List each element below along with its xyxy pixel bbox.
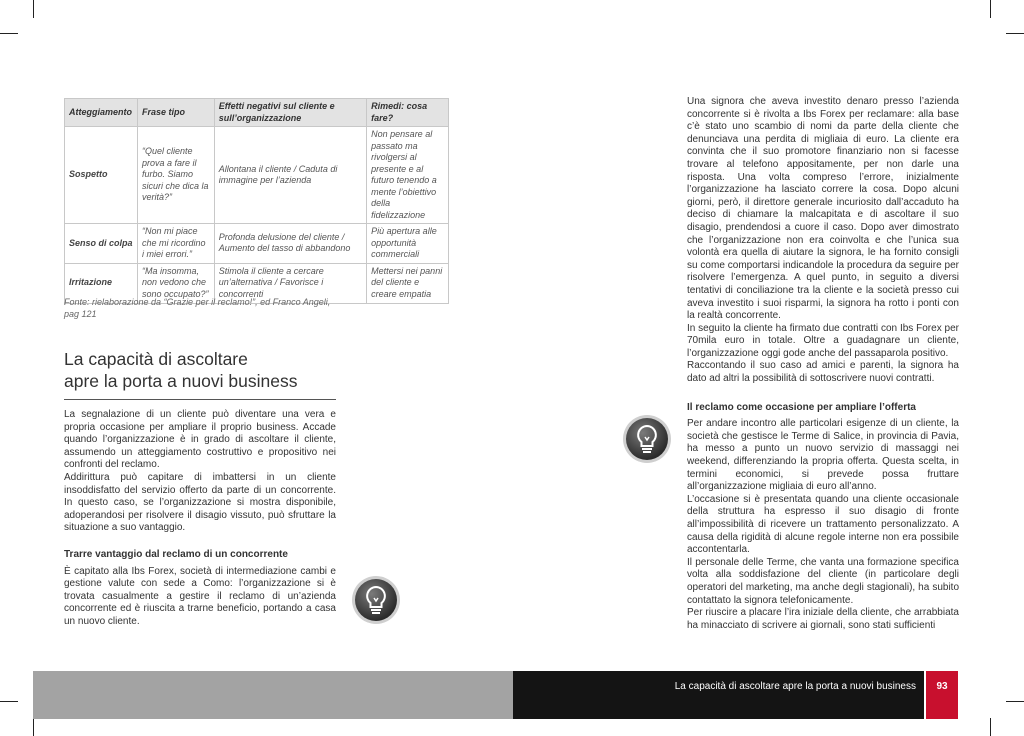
table-cell-phrase: “Ma insomma, non vedono che sono occupato?” (137, 263, 214, 303)
table-cell-attitude: Irritazione (65, 263, 138, 303)
table-cell-phrase: “Quel cliente prova a fare il furbo. Siamo sicuri che dica la verità?” (137, 127, 214, 224)
subheading: Trarre vantaggio dal reclamo di un concorrente (64, 548, 288, 560)
crop-mark (990, 718, 991, 736)
paragraph: Il personale delle Terme, che vanta una formazione specifica volta alla soddisfazione del cliente (in particolare degli operatori del marketing, ma anche degli stagionali), ha subito contattato la signora telefonicamente. (687, 556, 959, 606)
footer-gray-band (33, 671, 513, 719)
table-header-row (65, 99, 449, 127)
paragraph: Raccontando il suo caso ad amici e parenti, la signora ha dato ad altri la possibilità di sottoscrivere nuovi contratti. (687, 360, 959, 385)
crop-mark (0, 33, 18, 34)
crop-mark (1006, 33, 1024, 34)
section-heading (64, 348, 336, 392)
paragraph: Una signora che aveva investito denaro presso l’azienda concorrente si è rivolta a Ibs Forex per reclamare: alla base c’è stato uno scambio di nomi da parte della cliente che denunciava una perdita di migliaia di euro. La cliente era convinta che il suo promotore finanziario non si facesse trovare al telefono appositamente, per non darle una risposta. Una volta compreso l’errore, inizialmente l’organizzazione ha lasciato correre la cosa. Dopo alcuni giorni, però, il direttore generale incuriosito dall’accaduto ha deciso di chiamare la malcapitata e di ascoltare il suo disagio, prendendosi a cuore il caso. Dopo aver dimostrato che l’organizzazione non era coinvolta e che l’unica sua volontà era quella di aiutare la signora, le ha fornito consigli su come comportarsi indicandole la procedura da seguire per risolvere l’emergenza. A quel punto, in seguito a diversi tentativi di conciliazione tra la cliente e la società presso cui aveva investito i suoi risparmi, la signora ha rotto i ponti con la realtà concorrente. (687, 96, 959, 322)
attitude-table (64, 98, 449, 304)
table-cell-remedies: Più apertura alle opportunità commerciali (367, 224, 449, 264)
table-cell-attitude: Senso di colpa (65, 224, 138, 264)
right-column-text (687, 96, 959, 632)
paragraph: Per andare incontro alle particolari esigenze di un cliente, la società che gestisce le Terme di Salice, in provincia di Pavia, ha messo a punto un nuovo servizio di massaggi nei weekend, differenziando la propria offerta. Questa scelta, in termini economici, si prevede possa fruttare all’organizzazione migliaia di euro all’anno. (687, 418, 959, 493)
left-column-text (64, 409, 336, 629)
crop-mark (990, 0, 991, 18)
table-cell-effects: Stimola il cliente a cercare un’alternativa / Favorisce i concorrenti (214, 263, 366, 303)
heading-line-1: La capacità di ascoltare (64, 349, 248, 369)
crop-mark (1006, 701, 1024, 702)
table-row (65, 127, 449, 224)
table-cell-remedies: Mettersi nei panni del cliente e creare empatia (367, 263, 449, 303)
table-row (65, 224, 449, 264)
crop-mark (0, 701, 18, 702)
heading-line-2: apre la porta a nuovi business (64, 371, 298, 391)
paragraph: L’occasione si è presentata quando una cliente occasionale della struttura ha espresso il suo disagio di fronte all’impossibilità di ricevere un trattamento personalizzato. A causa della rigidità di alcune regole interne non era possibile accontentarla. (687, 493, 959, 556)
table-cell-effects: Allontana il cliente / Caduta di immagine per l’azienda (214, 127, 366, 224)
table-cell-remedies: Non pensare al passato ma rivolgersi al presente e al futuro tenendo a mente l’obiettivo della fidelizzazione (367, 127, 449, 224)
crop-mark (33, 718, 34, 736)
table-cell-effects: Profonda delusione del cliente / Aumento del tasso di abbandono (214, 224, 366, 264)
paragraph: Addirittura può capitare di imbattersi in un cliente insoddisfatto del servizio offerto da parte di un concorrente. In questo caso, se l’organizzazione si mostra disponibile, adoperandosi per risolvere il disagio vissuto, può sfruttare la situazione a suo vantaggio. (64, 471, 336, 534)
crop-mark (33, 0, 34, 18)
table-header-cell: Frase tipo (137, 99, 214, 127)
table-header-cell: Rimedi: cosa fare? (367, 99, 449, 127)
page-number: 93 (926, 671, 958, 719)
lightbulb-icon (622, 414, 672, 464)
table-cell-attitude: Sospetto (65, 127, 138, 224)
lightbulb-icon (351, 575, 401, 625)
table-header-cell: Effetti negativi sul cliente e sull’organizzazione (214, 99, 366, 127)
paragraph: È capitato alla Ibs Forex, società di intermediazione cambi e gestione valute con sede a Como: l’organizzazione si è trovata casualmente a gestire il reclamo di un’azienda concorrente ed è riuscita a trarne beneficio, portando a casa un nuovo cliente. (64, 565, 336, 627)
running-footer-title: La capacità di ascoltare apre la porta a nuovi business (674, 681, 916, 692)
subheading: Il reclamo come occasione per ampliare l’offerta (687, 401, 916, 413)
paragraph: In seguito la cliente ha firmato due contratti con Ibs Forex per 70mila euro in totale. Oltre a guadagnare un cliente, l’organizzazione oggi gode anche del passaparola positivo. (687, 322, 959, 359)
table-cell-phrase: “Non mi piace che mi ricordino i miei errori.” (137, 224, 214, 264)
table-source-note: Fonte: rielaborazione da “Grazie per il reclamo!”, ed Franco Angeli, pag 121 (64, 297, 331, 319)
footer-title-band (513, 671, 924, 719)
heading-divider (64, 399, 336, 400)
paragraph: La segnalazione di un cliente può diventare una vera e propria occasione per ampliare il proprio business. Accade quando l’organizzazione è in grado di ascoltare il cliente, assumendo un atteggiamento costruttivo e propositivo nei confronti del reclamo. (64, 409, 336, 471)
paragraph: Per riuscire a placare l’ira iniziale della cliente, che arrabbiata ha minacciato di scrivere ai giornali, sono stati sufficienti (687, 607, 959, 631)
table-header-cell: Atteggiamento (65, 99, 138, 127)
